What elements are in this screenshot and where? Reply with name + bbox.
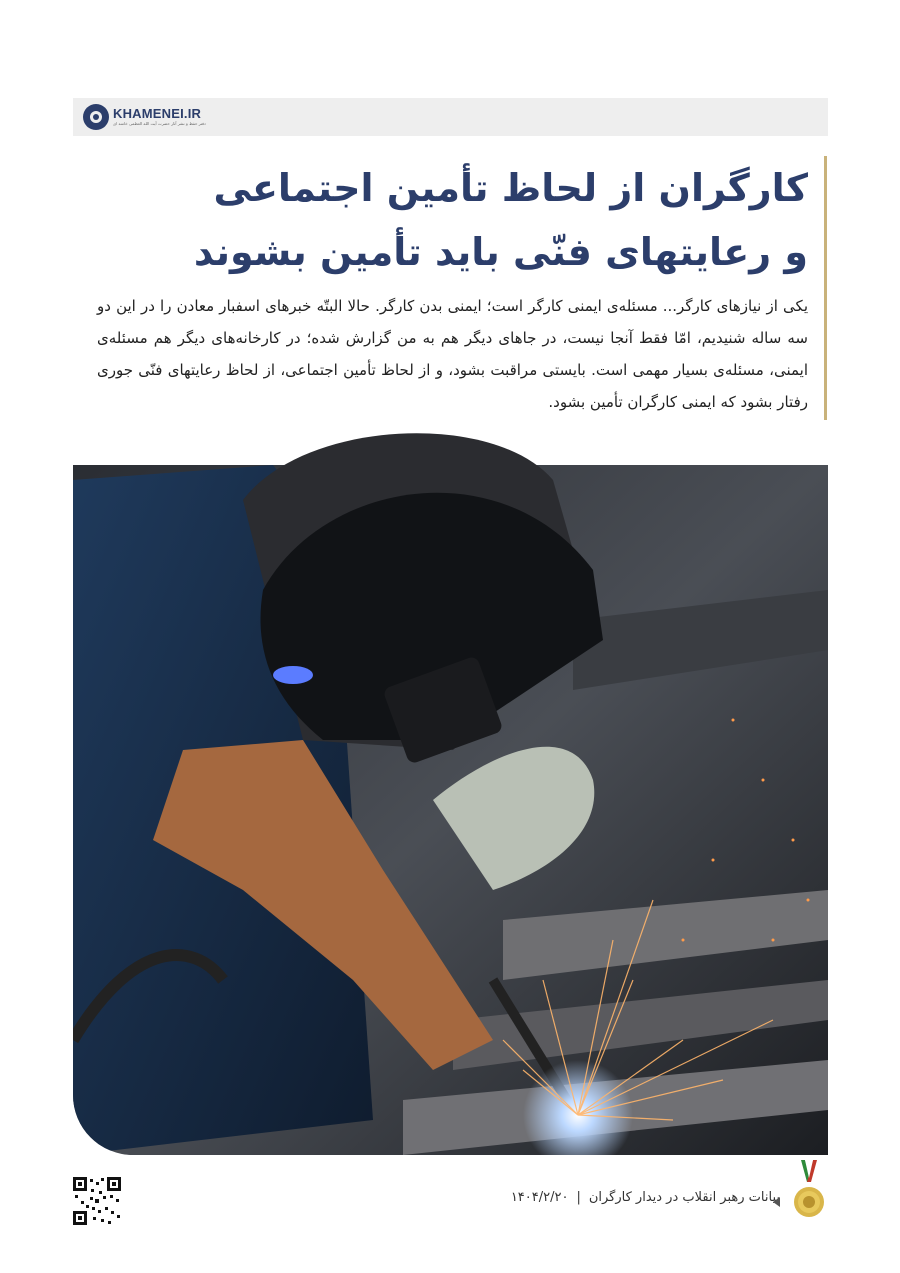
speech-source: بیانات رهبر انقلاب در دیدار کارگران xyxy=(588,1190,780,1205)
headline-line-2: و رعایتهای فنّی باید تأمین بشوند xyxy=(193,230,808,274)
footer-separator: | xyxy=(576,1190,581,1205)
header-bar xyxy=(73,98,828,136)
khamenei-logo-icon xyxy=(83,104,109,130)
gold-medal-icon xyxy=(793,1160,825,1226)
footer-caption xyxy=(511,1190,780,1205)
play-arrow-icon xyxy=(773,1197,780,1207)
welder-photo xyxy=(73,420,828,1155)
headline-line-1: کارگران از لحاظ تأمین اجتماعی xyxy=(213,166,808,210)
site-logo[interactable] xyxy=(83,104,206,130)
logo-name: KHAMENEI.IR xyxy=(113,106,202,121)
headline-block xyxy=(97,156,827,420)
qr-code-icon[interactable] xyxy=(73,1177,121,1225)
logo-subtitle: دفتر حفظ و نشر آثار حضرت آیت الله العظمی خامنه ای xyxy=(113,121,206,126)
quote-text: یکی از نیازهای کارگر... مسئله‌ی ایمنی کارگر است؛ ایمنی بدن کارگر. حالا البتّه خبرهای اسفبار معادن را در این دو سه ساله شنیدیم، امّا فقط آنجا نیست، در جاهای دیگر هم به من گزارش شده؛ در کارخانه‌های دیگر هم مسئله‌ی ایمنی، مسئله‌ی بسیار مهمی است. بایستی مراقبت بشود، و از لحاظ تأمین اجتماعی، از لحاظ رعایتهای فنّی جوری رفتار بشود که ایمنی کارگران تأمین بشود. xyxy=(97,297,808,411)
speech-date: ۱۴۰۴/۲/۲۰ xyxy=(510,1190,569,1205)
